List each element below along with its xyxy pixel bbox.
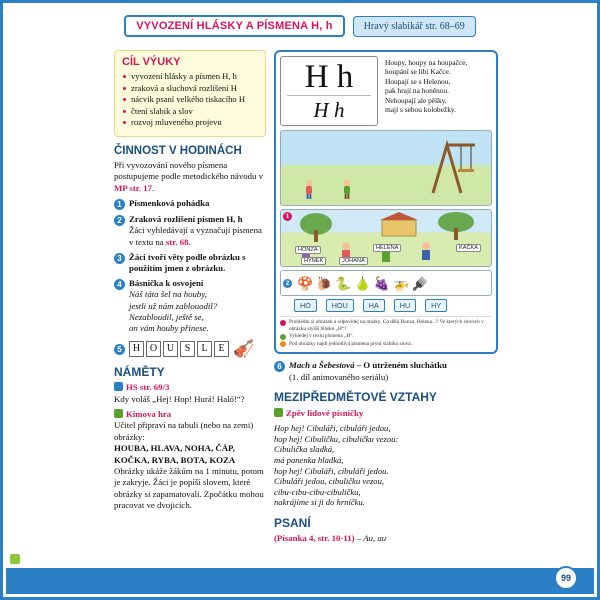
game-icon	[114, 409, 123, 418]
rhyme-line: mají s sebou kolobežky.	[385, 105, 456, 115]
step-number: 1	[114, 199, 125, 210]
side-marker	[10, 554, 20, 564]
scene-illustration	[280, 209, 492, 267]
lyric-line: cibu-cibu-cibu-cibuličku,	[274, 486, 361, 497]
poem-line: on vám houby přinese.	[129, 323, 209, 334]
child-icon	[341, 179, 353, 199]
pear-icon: 🍐	[354, 275, 371, 291]
psani-row	[274, 533, 498, 544]
lyric-line: má panenka hladká,	[274, 454, 344, 465]
house-letter: O	[146, 341, 161, 357]
name-tag: HELENA	[373, 244, 401, 252]
bullet-icon	[280, 334, 286, 340]
house-letter: U	[163, 341, 178, 357]
song-title-row	[274, 408, 498, 419]
divider	[287, 95, 371, 96]
header-reference: Hravý slabikář str. 68–69	[353, 16, 476, 37]
step-link[interactable]: str. 68	[165, 236, 189, 247]
goal-item: vyvození hlásky a písmen H, h	[122, 71, 258, 83]
step-number: 4	[114, 279, 125, 290]
goal-item: nácvik psaní velkého tiskacího H	[122, 94, 258, 106]
activity-step	[114, 278, 266, 334]
note-line	[280, 319, 492, 332]
note-line	[280, 333, 492, 340]
activity-step	[114, 214, 266, 248]
step-title: Zraková rozlišení písmen H, h	[129, 214, 243, 225]
page-title: VYVOZENÍ HLÁSKY A PÍSMENA H, h	[124, 15, 345, 37]
note-text: Pod obrázky najdi jednotlivá písmena první slabiku slova.	[289, 340, 412, 347]
step-text-after: .	[188, 236, 191, 247]
rhyme-line: pak hrají na honěnou.	[385, 86, 450, 96]
namety-body-2: Obrázky ukáže žákům na 1 minutu, potom je zakryje. Žáci je popíší slovem, které obrázky si zapamatovali. Zpočátku mohou pracovat ve dvojicích.	[114, 466, 264, 511]
step-title: Básnička k osvojení	[129, 278, 204, 289]
house-letter: H	[129, 341, 144, 357]
note-text: Vyhledej v textu písmena „H“.	[289, 333, 354, 340]
mushroom-icon: 🍄	[297, 275, 314, 291]
syllable-chip[interactable]: HO	[294, 299, 317, 312]
syllable-chip[interactable]: HOU	[326, 299, 354, 312]
rhyme-text	[382, 56, 492, 126]
goal-item: zraková a sluchová rozlišení H	[122, 83, 258, 95]
step-body	[129, 214, 266, 248]
namety-item	[114, 382, 266, 405]
psani-text: – Au, au	[354, 532, 387, 543]
step-text-before: Žáci vyhledávají a vyznačují písmena v textu na	[129, 225, 262, 247]
rhyme-line: houpání se líbí Kačce.	[385, 67, 451, 77]
syllable-chip[interactable]: HY	[425, 299, 447, 312]
activity-intro	[114, 160, 266, 194]
poem-line: Náš táta šel na houby,	[129, 289, 207, 300]
step-number: 3	[114, 253, 125, 264]
scene-badge-1: 1	[283, 212, 292, 221]
lyric-line: nakrájíme si ji do hrníčku.	[274, 497, 365, 508]
house-activity	[114, 340, 266, 357]
lyric-line: hop hej! Cibuláři, cibuláři jedou.	[274, 465, 389, 476]
letter-card	[280, 56, 378, 126]
letters-row	[280, 56, 492, 126]
note-text: Prohlédni si obrázek a odpovídej na otázky. Co dělá Honza, Helena...? Ve kterých slovech v obrázku slyšíš hlásku „H“?	[289, 319, 484, 332]
name-tag: HYNEK	[301, 257, 326, 265]
page-number: 99	[554, 566, 578, 590]
snail-icon: 🐌	[316, 275, 333, 291]
swing-illustration	[280, 130, 492, 206]
activity-intro-link[interactable]: MP str. 17	[114, 182, 153, 193]
left-column	[114, 50, 266, 516]
step-number: 6	[274, 361, 285, 372]
poem-line: Nezabloudil, ještě se,	[129, 311, 204, 322]
helicopter-icon: 🚁	[392, 275, 410, 291]
namety-words: HOUBA, HLAVA, NOHA, ČÁP, KOČKA, RYBA, BOTA, KOZA	[114, 443, 236, 465]
panel-notes	[280, 316, 492, 347]
child-icon	[303, 179, 315, 199]
book-icon	[114, 382, 123, 391]
syllable-chip[interactable]: HU	[394, 299, 416, 312]
song-lyrics	[274, 423, 498, 508]
snake-icon: 🐍	[335, 275, 352, 291]
page-header	[6, 14, 594, 38]
workbook-panel	[274, 50, 498, 354]
step-body	[129, 278, 217, 334]
audio-body	[289, 360, 447, 382]
page-footer	[6, 568, 594, 594]
audio-item	[274, 360, 498, 382]
goal-item: rozvoj mluveného projevu	[122, 117, 258, 129]
page-inner	[6, 6, 594, 594]
namety-link[interactable]: HS str. 69/3	[126, 382, 170, 393]
letter-print: H h	[304, 59, 354, 95]
house-letters	[129, 341, 229, 357]
rhyme-line: Nehoupají ale pěšky,	[385, 95, 447, 105]
activity-intro-after: .	[152, 182, 155, 193]
rhyme-line: Houpají se s Helenou,	[385, 76, 451, 86]
syllable-row	[280, 299, 492, 312]
grapes-icon: 🍇	[373, 275, 390, 291]
bullet-icon	[280, 341, 286, 347]
bullet-icon	[280, 320, 286, 326]
mezipredmetove-heading: MEZIPŘEDMĚTOVÉ VZTAHY	[274, 389, 437, 404]
goal-item: čtení slabik a slov	[122, 106, 258, 118]
namety-heading: NÁMĚTY	[114, 365, 165, 380]
lyric-line: hop hej! Cibuličku, cibuličku vezou:	[274, 433, 399, 444]
letter-cursive: H h	[313, 98, 345, 122]
comb-icon: 🪮	[412, 275, 429, 291]
namety-body-1: Učitel připraví na tabuli (nebo na zemi) obrázky:	[114, 420, 254, 442]
audio-title: Mach a Šebestová	[289, 360, 355, 371]
violin-icon: 🎻	[233, 339, 255, 359]
goal-title: CÍL VÝUKY	[122, 56, 181, 68]
syllable-chip[interactable]: HA	[363, 299, 385, 312]
scene-row	[280, 209, 492, 267]
namety-item	[114, 409, 266, 512]
name-tag: KAČKA	[456, 244, 481, 252]
activity-step	[114, 198, 266, 210]
name-tag: HONZA	[295, 246, 321, 254]
psani-link[interactable]: (Písanka 4, str. 10-11)	[274, 532, 355, 543]
house-letter: E	[214, 341, 229, 357]
right-column	[274, 50, 498, 548]
house-letter: L	[197, 341, 212, 357]
picture-strip	[280, 270, 492, 296]
activity-heading: ČINNOST V HODINÁCH	[114, 144, 242, 157]
namety-text: Kdy voláš „Hej! Hop! Hurá! Haló!“?	[114, 393, 245, 404]
audio-sub: – O utrženém sluchátku	[356, 360, 447, 371]
house-letter: S	[180, 341, 195, 357]
step-title: Písmenková pohádka	[129, 198, 210, 209]
audio-note: (1. díl animovaného seriálu)	[289, 371, 389, 382]
name-tag: JOHANA	[339, 257, 368, 265]
poem-line: jestli už nám zablouodil?	[129, 300, 218, 311]
lyric-line: Cibuláři jedou, cibuličku vezou,	[274, 476, 385, 487]
step-title: Žáci tvoří věty podle obrázku s použitím jmen z obrázku.	[129, 251, 246, 273]
note-line	[280, 341, 492, 348]
step-number: 2	[114, 215, 125, 226]
rhyme-line: Houpy, houpy na houpačce,	[385, 58, 468, 67]
lyric-line: Cibulička sladká,	[274, 444, 335, 455]
music-icon	[274, 408, 283, 417]
lyric-line: Hop hej! Cibuláři, cibuláři jedou,	[274, 423, 391, 434]
strip-badge-2: 2	[283, 279, 292, 288]
goal-box	[114, 50, 266, 137]
activity-step	[114, 252, 266, 274]
namety-title: Kimova hra	[126, 409, 172, 420]
step-number: 5	[114, 344, 125, 355]
swing-icon	[427, 135, 481, 197]
goal-list	[122, 71, 258, 129]
psani-heading: PSANÍ	[274, 515, 311, 530]
song-label: Zpěv lidové písničky	[286, 407, 364, 418]
activity-intro-before: Při vyvozování nového písmena postupujeme podle metodického návodu v	[114, 159, 264, 182]
